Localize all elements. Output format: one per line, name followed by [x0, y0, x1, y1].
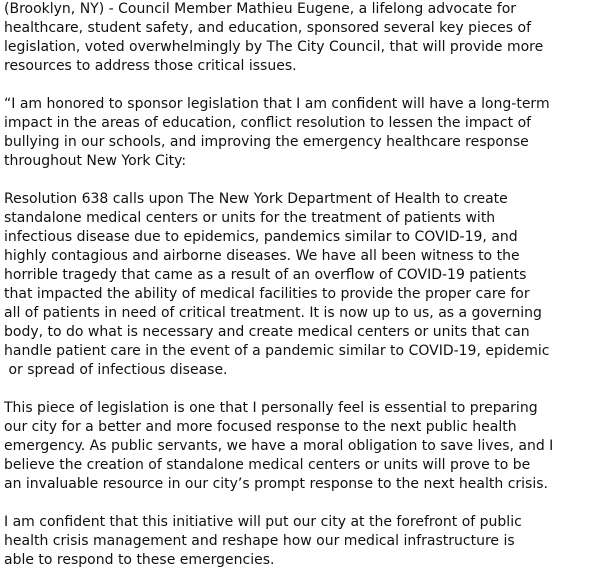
paragraph-gap	[4, 76, 608, 95]
text-line: throughout New York City:	[4, 153, 187, 169]
text-line: standalone medical centers or units for the treatment of patients with	[4, 210, 496, 226]
paragraph-legislation-importance	[4, 399, 608, 494]
text-line: bullying in our schools, and improving the emergency healthcare response	[4, 134, 529, 150]
text-line: health crisis management and reshape how our medical infrastructure is	[4, 533, 515, 549]
text-line: body, to do what is necessary and create medical centers or units that can	[4, 324, 530, 340]
text-line: that impacted the ability of medical facilities to provide the proper care for	[4, 286, 530, 302]
paragraph-quote-opening	[4, 95, 608, 171]
text-line: all of patients in need of critical treatment. It is now up to us, as a governing	[4, 305, 542, 321]
paragraph-gap	[4, 171, 608, 190]
text-line: able to respond to these emergencies.	[4, 552, 275, 568]
text-line: horrible tragedy that came as a result of an overflow of COVID-19 patients	[4, 267, 527, 283]
paragraph-resolution-638	[4, 190, 608, 380]
text-line: highly contagious and airborne diseases. We have all been witness to the	[4, 248, 520, 264]
text-line: believe the creation of standalone medical centers or units will prove to be	[4, 457, 531, 473]
text-line: our city for a better and more focused response to the next public health	[4, 419, 517, 435]
text-line: or spread of infectious disease.	[4, 362, 228, 378]
text-line: healthcare, student safety, and education, sponsored several key pieces of	[4, 20, 532, 36]
press-release-body	[4, 0, 608, 570]
text-line: emergency. As public servants, we have a moral obligation to save lives, and I	[4, 438, 554, 454]
text-line: resources to address those critical issues.	[4, 58, 297, 74]
paragraph-gap	[4, 494, 608, 513]
paragraph-gap	[4, 380, 608, 399]
paragraph-closing	[4, 513, 608, 570]
text-line: impact in the areas of education, conflict resolution to lessen the impact of	[4, 115, 532, 131]
text-line: an invaluable resource in our city’s prompt response to the next health crisis.	[4, 476, 548, 492]
text-line: This piece of legislation is one that I personally feel is essential to preparing	[4, 400, 538, 416]
text-line: Resolution 638 calls upon The New York Department of Health to create	[4, 191, 508, 207]
text-line: legislation, voted overwhelmingly by The City Council, that will provide more	[4, 39, 544, 55]
paragraph-intro	[4, 0, 608, 76]
text-line: “I am honored to sponsor legislation that I am confident will have a long-term	[4, 96, 550, 112]
text-line: infectious disease due to epidemics, pandemics similar to COVID-19, and	[4, 229, 518, 245]
text-line: (Brooklyn, NY) - Council Member Mathieu Eugene, a lifelong advocate for	[4, 1, 517, 17]
text-line: I am confident that this initiative will put our city at the forefront of public	[4, 514, 522, 530]
text-line: handle patient care in the event of a pandemic similar to COVID-19, epidemic	[4, 343, 550, 359]
